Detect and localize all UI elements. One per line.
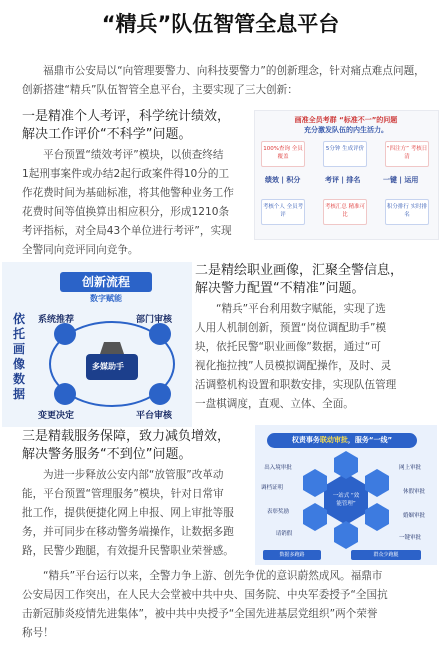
section2-line: 视化拖拉拽”人员模拟调配操作，及时、灵 bbox=[195, 360, 392, 372]
figure3-footer-a: 数据多跑路 bbox=[263, 550, 321, 560]
figure1-banner bbox=[263, 115, 429, 135]
innovation-flow-figure bbox=[2, 262, 192, 427]
section1-body bbox=[22, 146, 257, 260]
figure1-card: “四注方” 考核日清 bbox=[385, 141, 429, 167]
flow-node-label: 系统推荐 bbox=[38, 315, 75, 325]
figure1-row-label: 绩效 | 积分 bbox=[265, 176, 301, 184]
section2-body bbox=[195, 300, 439, 414]
figure2-banner: 创新流程 bbox=[60, 272, 152, 292]
service-figure bbox=[255, 425, 437, 565]
figure1-row bbox=[265, 173, 430, 187]
figure1-card: 积分排行 实时排名 bbox=[385, 199, 429, 225]
hexagon bbox=[365, 469, 389, 497]
section1-heading-1: 一是精准个人考评，科学统计绩效， bbox=[22, 109, 231, 124]
section2-line: 块，依托民警“职业画像”数据，通过“可 bbox=[195, 341, 381, 353]
section2-line: 活调整机构设置和职数安排，实现队伍管理 bbox=[195, 379, 397, 391]
section3-line: 能，平台预置“管理服务”模块，针对日常审 bbox=[22, 488, 224, 500]
service-node-label: 表彰奖励 bbox=[266, 509, 289, 515]
service-center-label: 一站式 “效能管理” bbox=[332, 493, 360, 507]
flow-node-dot bbox=[54, 383, 76, 405]
figure3-footer-b: 群众少跑腿 bbox=[351, 550, 421, 560]
flow-node-dot bbox=[149, 383, 171, 405]
hexagon bbox=[303, 503, 327, 531]
closing-paragraph bbox=[22, 567, 434, 643]
closing-line: 公安局因工作突出，在人民大会堂被中共中央、国务院、中央军委授予“全国抗 bbox=[22, 589, 388, 601]
robot-head-icon bbox=[100, 342, 124, 354]
performance-review-figure bbox=[254, 110, 439, 240]
section1-line: 平台预置“绩效考评”模块，以侦查终结 bbox=[43, 149, 224, 161]
section1-line: 全警同向竞评同向竞争。 bbox=[22, 244, 139, 256]
figure3-banner-b: 联动审批 bbox=[319, 436, 348, 444]
service-node-label: 请销假 bbox=[275, 531, 293, 537]
figure3-banner-a: 权责事务 bbox=[291, 436, 320, 444]
figure2-vertical-label: 依托画像数据 bbox=[12, 312, 25, 401]
service-node-label: 一键审批 bbox=[398, 535, 421, 541]
flow-center-label: 多媒助手 bbox=[92, 362, 124, 371]
section3-line: 批工作，提供便捷化网上申报、网上审批等服 bbox=[22, 507, 234, 519]
section1-heading-2: 解决工作评价“不科学”问题。 bbox=[22, 127, 192, 142]
page-title: “精兵”队伍智管全息平台 bbox=[101, 12, 340, 36]
section2-heading-1: 二是精绘职业画像，汇聚全警信息， bbox=[195, 263, 404, 278]
service-node-label: 休假审批 bbox=[402, 489, 425, 495]
service-node-label: 出入境审批 bbox=[264, 465, 292, 471]
figure1-banner-line2: 充分激发队伍的内生活力。 bbox=[304, 126, 388, 134]
figure1-banner-line1: 画准全员考群 “标准不一”的问题 bbox=[294, 116, 398, 124]
closing-line: 称号！ bbox=[22, 627, 54, 639]
section3-heading-1: 三是精载服务保障，致力减负增效， bbox=[22, 429, 231, 444]
service-node-label: 调档证明 bbox=[260, 485, 283, 491]
figure1-card: 考核汇总 精准可比 bbox=[323, 199, 367, 225]
section1-line: 考评指标，对全局43个单位进行考评”，实现 bbox=[22, 225, 232, 237]
section3-line: 为进一步释放公安内部“放管服”改革动 bbox=[43, 469, 224, 481]
figure1-row-label: 考评 | 排名 bbox=[325, 176, 361, 184]
closing-line: 击新冠肺炎疫情先进集体”，被中共中央授予“全国先进基层党组织”两个荣誉 bbox=[22, 608, 378, 620]
section2-line: 一盘棋调度，直观、立体、全面。 bbox=[195, 398, 354, 410]
intro-paragraph: 福鼎市公安局以“向管理要警力、向科技要警力”的创新理念，针对痛点难点问题，创新搭建“精兵”队伍智管全息平台，主要实现了三大创新： bbox=[22, 65, 425, 96]
section3-heading-2: 解决警务服务“不到位”问题。 bbox=[22, 447, 192, 462]
section2-line: 人用人机制创新，预置“岗位调配助手”模 bbox=[195, 322, 387, 334]
flow-node-label: 部门审核 bbox=[136, 315, 173, 325]
figure2-subtitle: 数字赋能 bbox=[90, 294, 122, 303]
section3-body bbox=[22, 466, 254, 561]
section1-line: 花费时间等值换算出相应积分，形成1210条 bbox=[22, 206, 230, 218]
hexagon bbox=[334, 451, 358, 479]
figure1-card: 100%查询 全员覆盖 bbox=[261, 141, 305, 167]
flow-node-label: 平台审核 bbox=[136, 411, 173, 421]
hexagon bbox=[303, 469, 327, 497]
section1-line: 作花费时间为基础标准，将其他警种业务工作 bbox=[22, 187, 234, 199]
flow-node-label: 变更决定 bbox=[38, 411, 75, 421]
service-node-label: 婚姻审批 bbox=[402, 513, 425, 519]
figure1-card: 5分钟 生成评价 bbox=[323, 141, 367, 167]
section3-line: 路，民警少跑腿，有效提升民警职业荣誉感。 bbox=[22, 545, 234, 557]
flow-node-dot bbox=[149, 323, 171, 345]
section3-line: 务，并可同步在移动警务端操作，让数据多跑 bbox=[22, 526, 234, 538]
hexagon bbox=[334, 521, 358, 549]
section1-line: 1起刑事案件或办结2起行政案件得10分的工 bbox=[22, 168, 230, 180]
section2-heading-2: 解决警力配置“不精准”问题。 bbox=[195, 281, 365, 296]
service-node-label: 网上审批 bbox=[398, 465, 421, 471]
closing-line: “精兵”平台运行以来，全警力争上游、创先争优的意识蔚然成风。福鼎市 bbox=[43, 570, 383, 582]
figure3-banner-c: ，服务“一线” bbox=[347, 436, 393, 444]
figure1-row-label: 一键 | 运用 bbox=[383, 176, 419, 184]
figure1-card: 考核个人 全员考评 bbox=[261, 199, 305, 225]
flow-node-dot bbox=[54, 323, 76, 345]
section2-line: “精兵”平台利用数字赋能，实现了选 bbox=[216, 303, 386, 315]
hexagon bbox=[365, 503, 389, 531]
